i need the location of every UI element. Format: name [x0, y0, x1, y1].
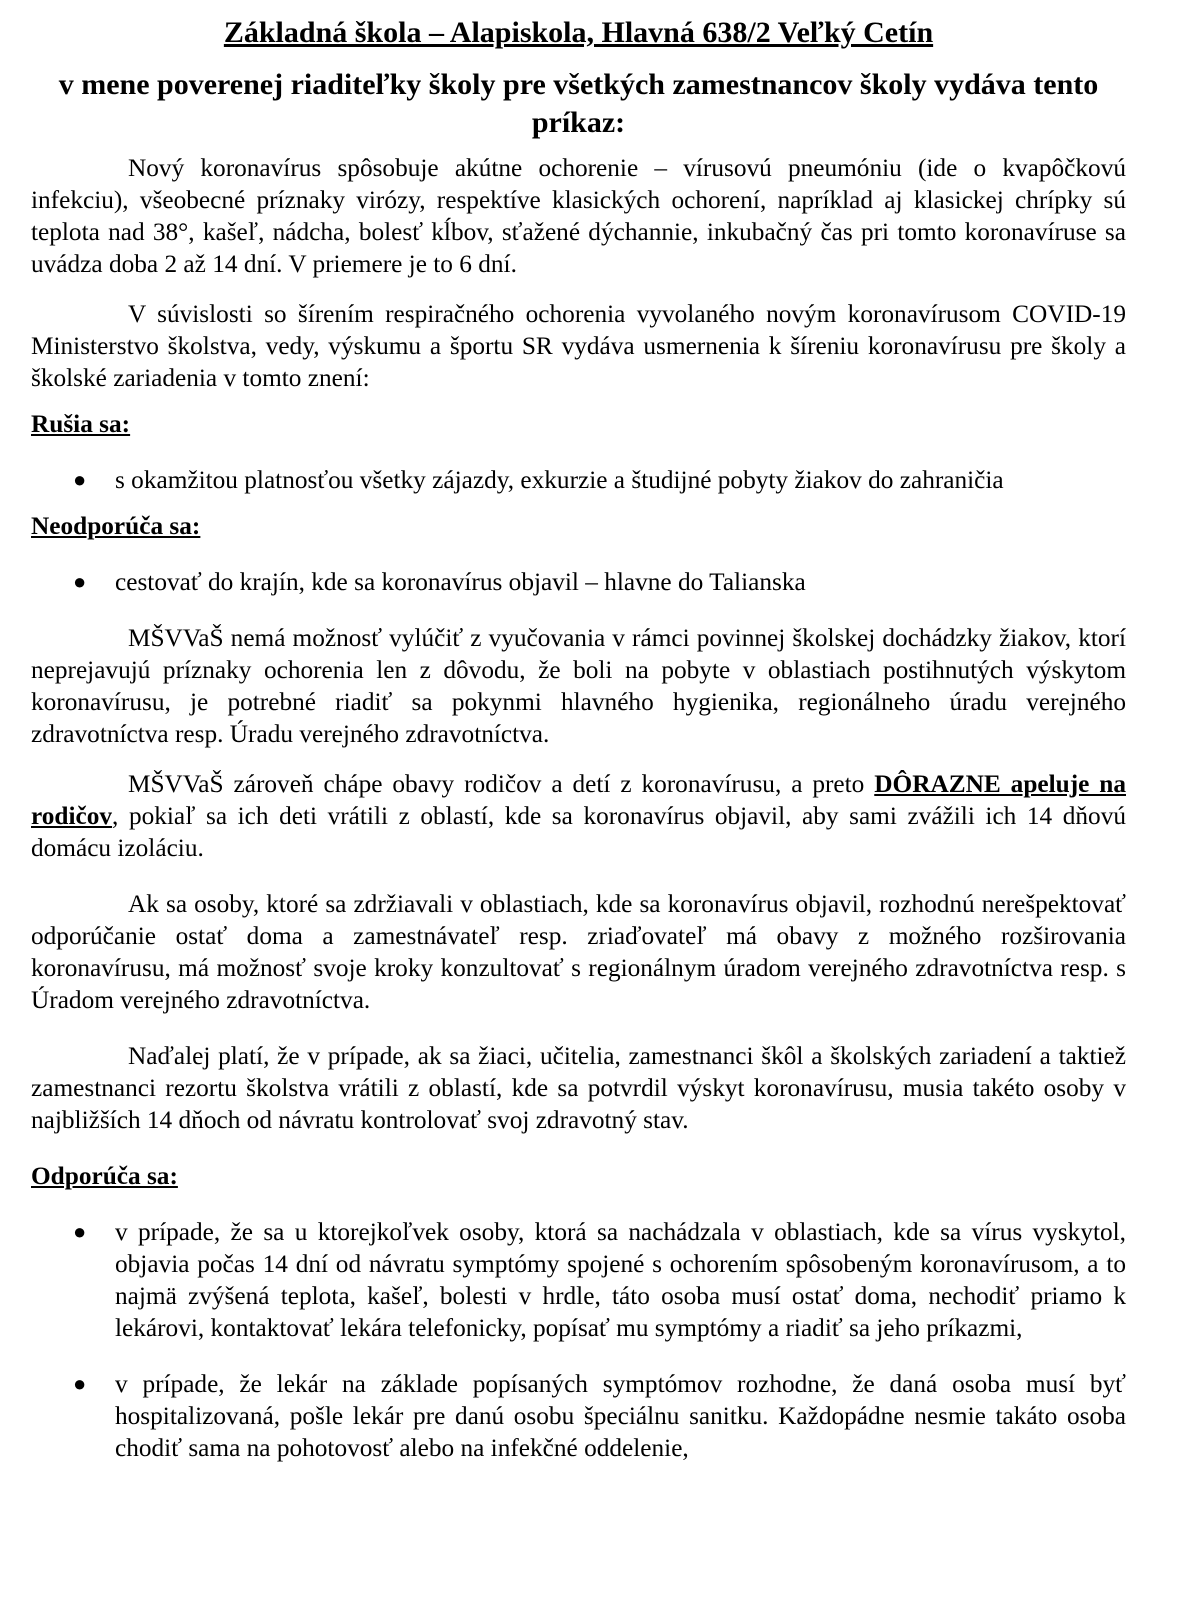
- list-not-recommended: [31, 566, 1126, 598]
- paragraph-health-monitoring: Naďalej platí, že v prípade, ak sa žiaci, učitelia, zamestnanci škôl a školských zariadení a taktiež zamestnanci rezortu školstva vrátili z oblastí, kde sa potvrdil výskyt koronavírusu, musia takéto osoby v najbližších 14 dňoch od návratu kontrolovať svoj zdravotný stav.: [31, 1042, 1126, 1134]
- document-subtitle: v mene poverenej riaditeľky školy pre všetkých zamestnancov školy vydáva tento príkaz:: [58, 68, 1099, 139]
- bullet-icon: ●: [73, 1371, 87, 1396]
- paragraph-text: , pokiaľ sa ich deti vrátili z oblastí, kde sa koronavírus objavil, aby sami zvážili ich 14 dňovú domácu izoláciu.: [31, 802, 1126, 862]
- list-item-text: v prípade, že lekár na základe popísaných symptómov rozhodne, že daná osoba musí byť hospitalizovaná, pošle lekár pre danú osobu špeciálnu sanitku. Každopádne nesmie takáto osoba chodiť sama na pohotovosť alebo na infekčné oddelenie,: [115, 1370, 1126, 1462]
- bullet-icon: ●: [73, 467, 87, 492]
- list-item-text: s okamžitou platnosťou všetky zájazdy, exkurzie a študijné pobyty žiakov do zahraničia: [115, 466, 1004, 494]
- list-item: [31, 566, 1126, 598]
- list-item: [31, 464, 1126, 496]
- paragraph-text: MŠVVaŠ zároveň chápe obavy rodičov a detí z koronavírusu, a preto: [128, 770, 875, 798]
- list-item-text: v prípade, že sa u ktorejkoľvek osoby, ktorá sa nachádzala v oblastiach, kde sa vírus vyskytol, objavia počas 14 dní od návratu symptómy spojené s ochorením spôsobeným koronavírusom, a to najmä zvýšená teplota, kašeľ, bolesti v hrdle, táto osoba musí ostať doma, nechodiť priamo k lekárovi, kontaktovať lekára telefonicky, popísať mu symptómy a riadiť sa jeho príkazmi,: [115, 1218, 1126, 1342]
- bullet-icon: ●: [73, 569, 87, 594]
- list-item: [31, 1368, 1126, 1464]
- heading-recommended: Odporúča sa:: [31, 1162, 178, 1190]
- heading-not-recommended: Neodporúča sa:: [31, 512, 201, 540]
- heading-cancelled: Rušia sa:: [31, 410, 131, 438]
- list-item: [31, 1216, 1126, 1344]
- bullet-icon: ●: [73, 1219, 87, 1244]
- paragraph-ministry-guidance: V súvislosti so šírením respiračného ochorenia vyvolaného novým koronavírusom COVID-19 Ministerstvo školstva, vedy, výskumu a športu SR vydáva usmernenia k šíreniu koronavírusu pre školy a školské zariadenia v tomto znení:: [31, 300, 1126, 392]
- document-title: Základná škola – Alapiskola, Hlavná 638/2 Veľký Cetín: [223, 16, 934, 49]
- paragraph-parents-appeal: [31, 768, 1126, 864]
- list-cancelled: [31, 464, 1126, 496]
- emphasis-text: DÔRAZNE apeluje na rodičov: [31, 770, 1126, 830]
- paragraph-consultation: Ak sa osoby, ktoré sa zdržiavali v oblastiach, kde sa koronavírus objavil, rozhodnú nerešpektovať odporúčanie ostať doma a zamestnávateľ resp. zriaďovateľ má obavy z možného rozširovania koronavírusu, má možnosť svoje kroky konzultovať s regionálnym úradom verejného zdravotníctva resp. s Úradom verejného zdravotníctva.: [31, 890, 1126, 1014]
- paragraph-exclusion: MŠVVaŠ nemá možnosť vylúčiť z vyučovania v rámci povinnej školskej dochádzky žiakov, ktorí neprejavujú príznaky ochorenia len z dôvodu, že boli na pobyte v oblastiach postihnutých výskytom koronavírusu, je potrebné riadiť sa pokynmi hlavného hygienika, regionálneho úradu verejného zdravotníctva resp. Úradu verejného zdravotníctva.: [31, 624, 1126, 748]
- list-item-text: cestovať do krajín, kde sa koronavírus objavil – hlavne do Talianska: [115, 568, 806, 596]
- paragraph-symptoms: Nový koronavírus spôsobuje akútne ochorenie – vírusovú pneumóniu (ide o kvapôčkovú infekciu), všeobecné príznaky virózy, respektíve klasických ochorení, napríklad aj klasickej chrípky sú teplota nad 38°, kašeľ, nádcha, bolesť kĺbov, sťažené dýchannie, inkubačný čas pri tomto koronavíruse sa uvádza doba 2 až 14 dní. V priemere je to 6 dní.: [31, 154, 1126, 278]
- list-recommended: [31, 1216, 1126, 1464]
